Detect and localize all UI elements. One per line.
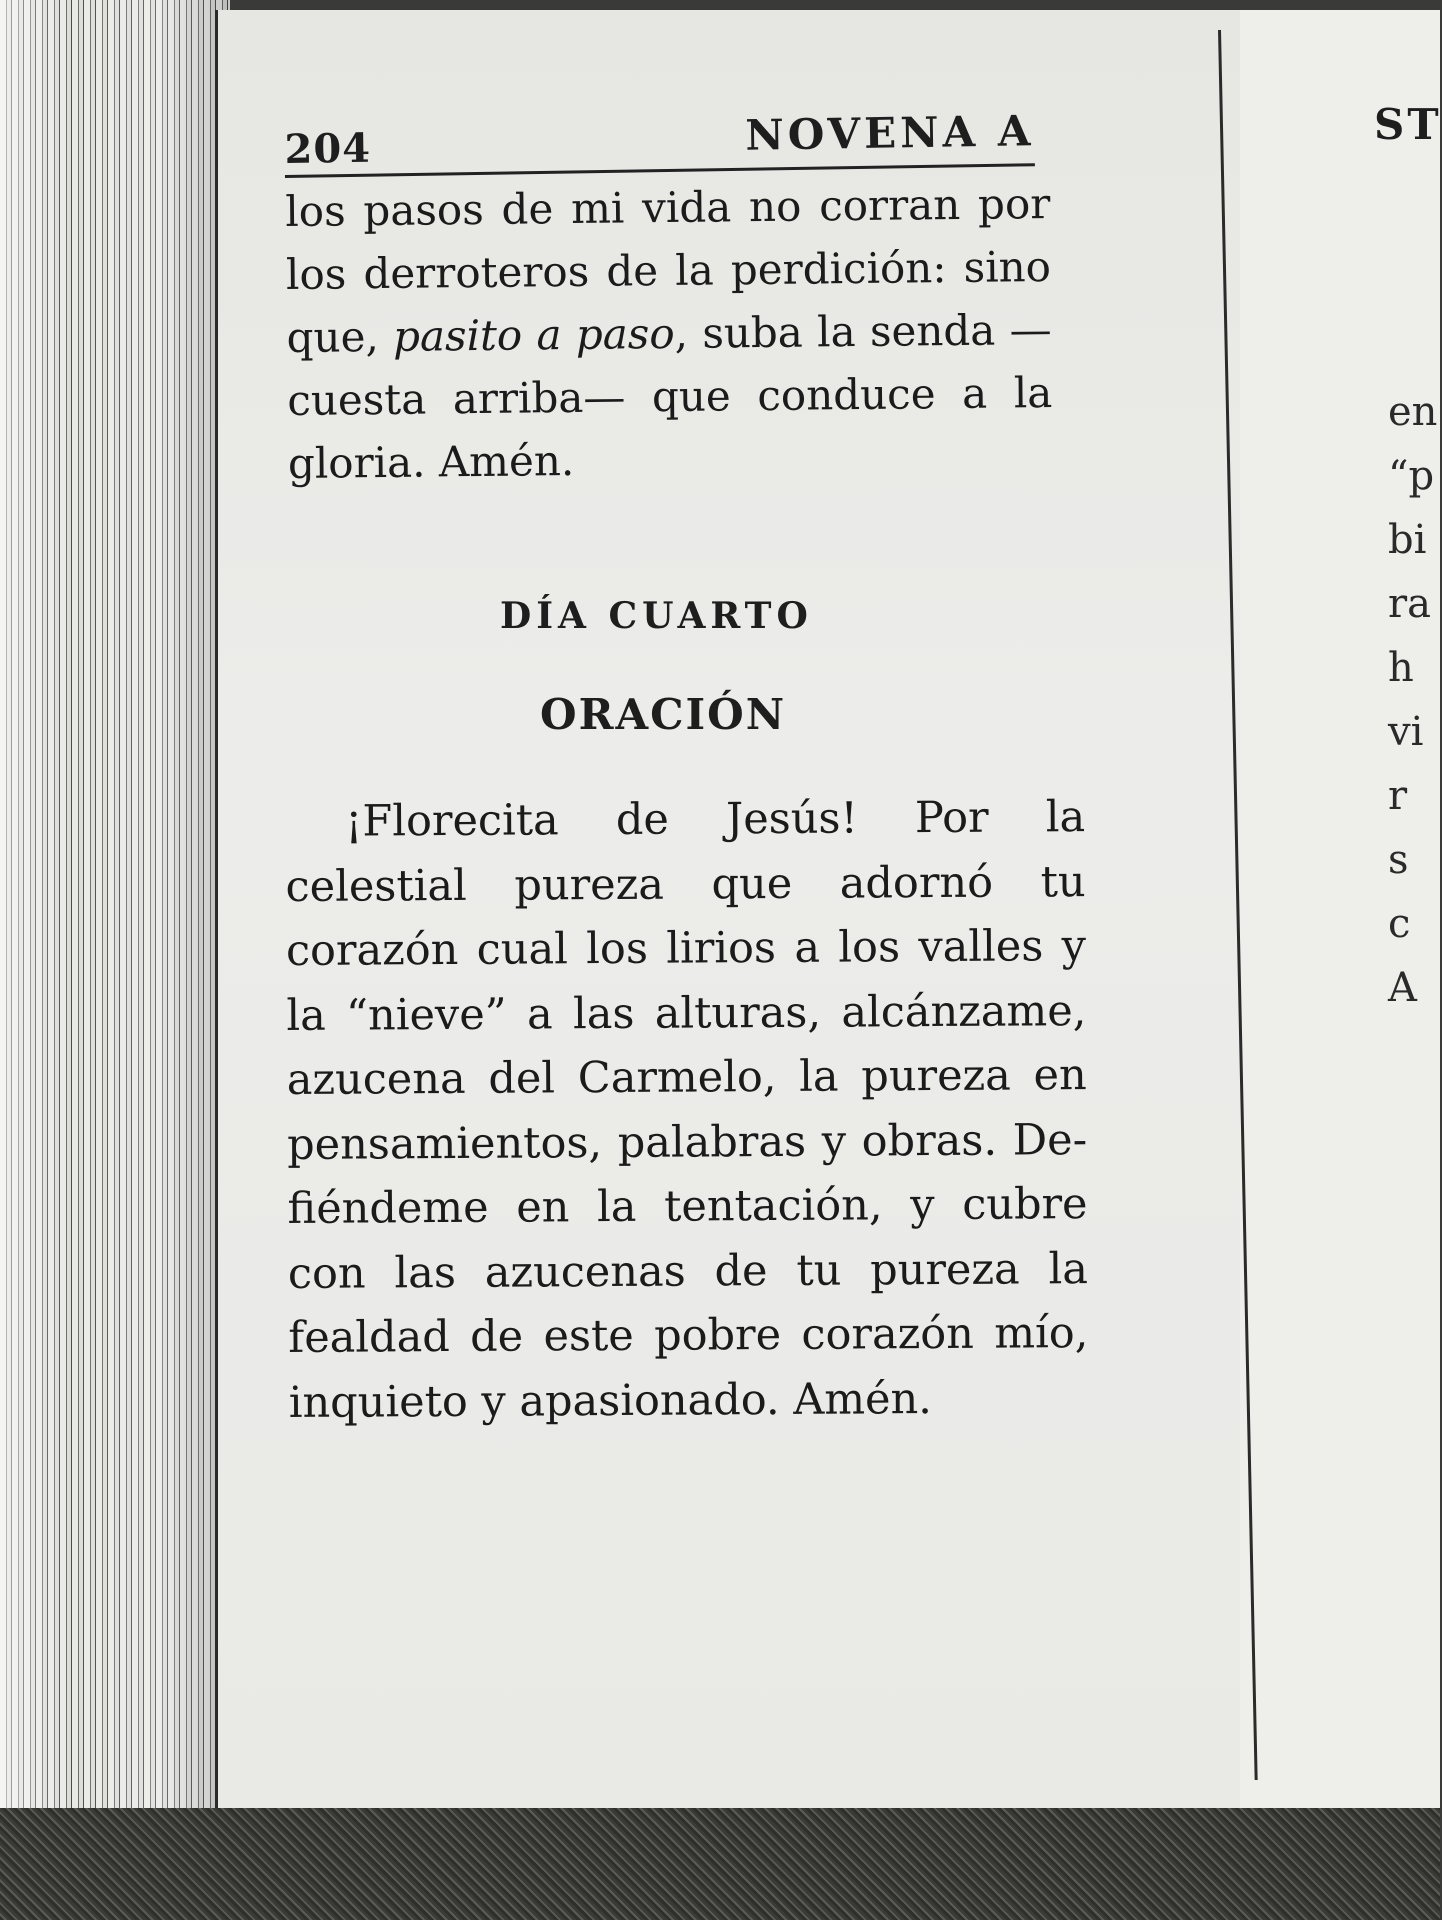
facing-fragment: c xyxy=(1388,901,1411,947)
paragraph-2: ¡Florecita de Jesús! Por la celestial pureza que adornó tu corazón cual los lirios a los valles y la “nieve” a las alturas, alcánzame, azucena del Carmelo, la pureza en pensamientos, palabras y obras. Defiéndeme en la tentación, y cubre con las azucenas de tu pureza la fealdad de este pobre corazón mío, inquieto y apasionado. Amén. xyxy=(285,792,1089,1428)
paragraph-1-end: , suba la senda —cuesta arriba— que conduce a la gloria. Amén. xyxy=(287,304,1053,488)
facing-fragment: s xyxy=(1388,837,1409,883)
background-surface xyxy=(0,1808,1440,1920)
paragraph-1 xyxy=(285,172,1053,495)
facing-fragment: r xyxy=(1388,773,1408,819)
prayer-body xyxy=(285,785,1089,1435)
facing-fragment: ra xyxy=(1388,581,1431,627)
day-title: DÍA CUARTO xyxy=(500,595,813,637)
page-number: 204 xyxy=(284,124,372,174)
paragraph-1-start: los pasos de mi vida no corran por los derroteros de la perdición: sino que, xyxy=(285,178,1052,362)
page-edges xyxy=(0,0,230,1840)
facing-fragment: en xyxy=(1388,389,1438,435)
facing-page-text xyxy=(1388,380,1440,1020)
running-head: NOVENA A xyxy=(744,106,1035,160)
facing-fragment: h xyxy=(1388,645,1414,691)
facing-fragment: A xyxy=(1388,965,1417,1011)
facing-fragment: bi xyxy=(1388,517,1427,563)
prayer-title: ORACIÓN xyxy=(540,690,787,739)
facing-fragment: vi xyxy=(1388,709,1424,755)
paragraph-1-italic: pasito a paso xyxy=(392,308,675,361)
facing-page-head: ST xyxy=(1374,100,1442,149)
paragraph-continuation xyxy=(285,172,1053,495)
page-header xyxy=(284,83,1035,178)
facing-fragment: “p xyxy=(1388,453,1435,499)
